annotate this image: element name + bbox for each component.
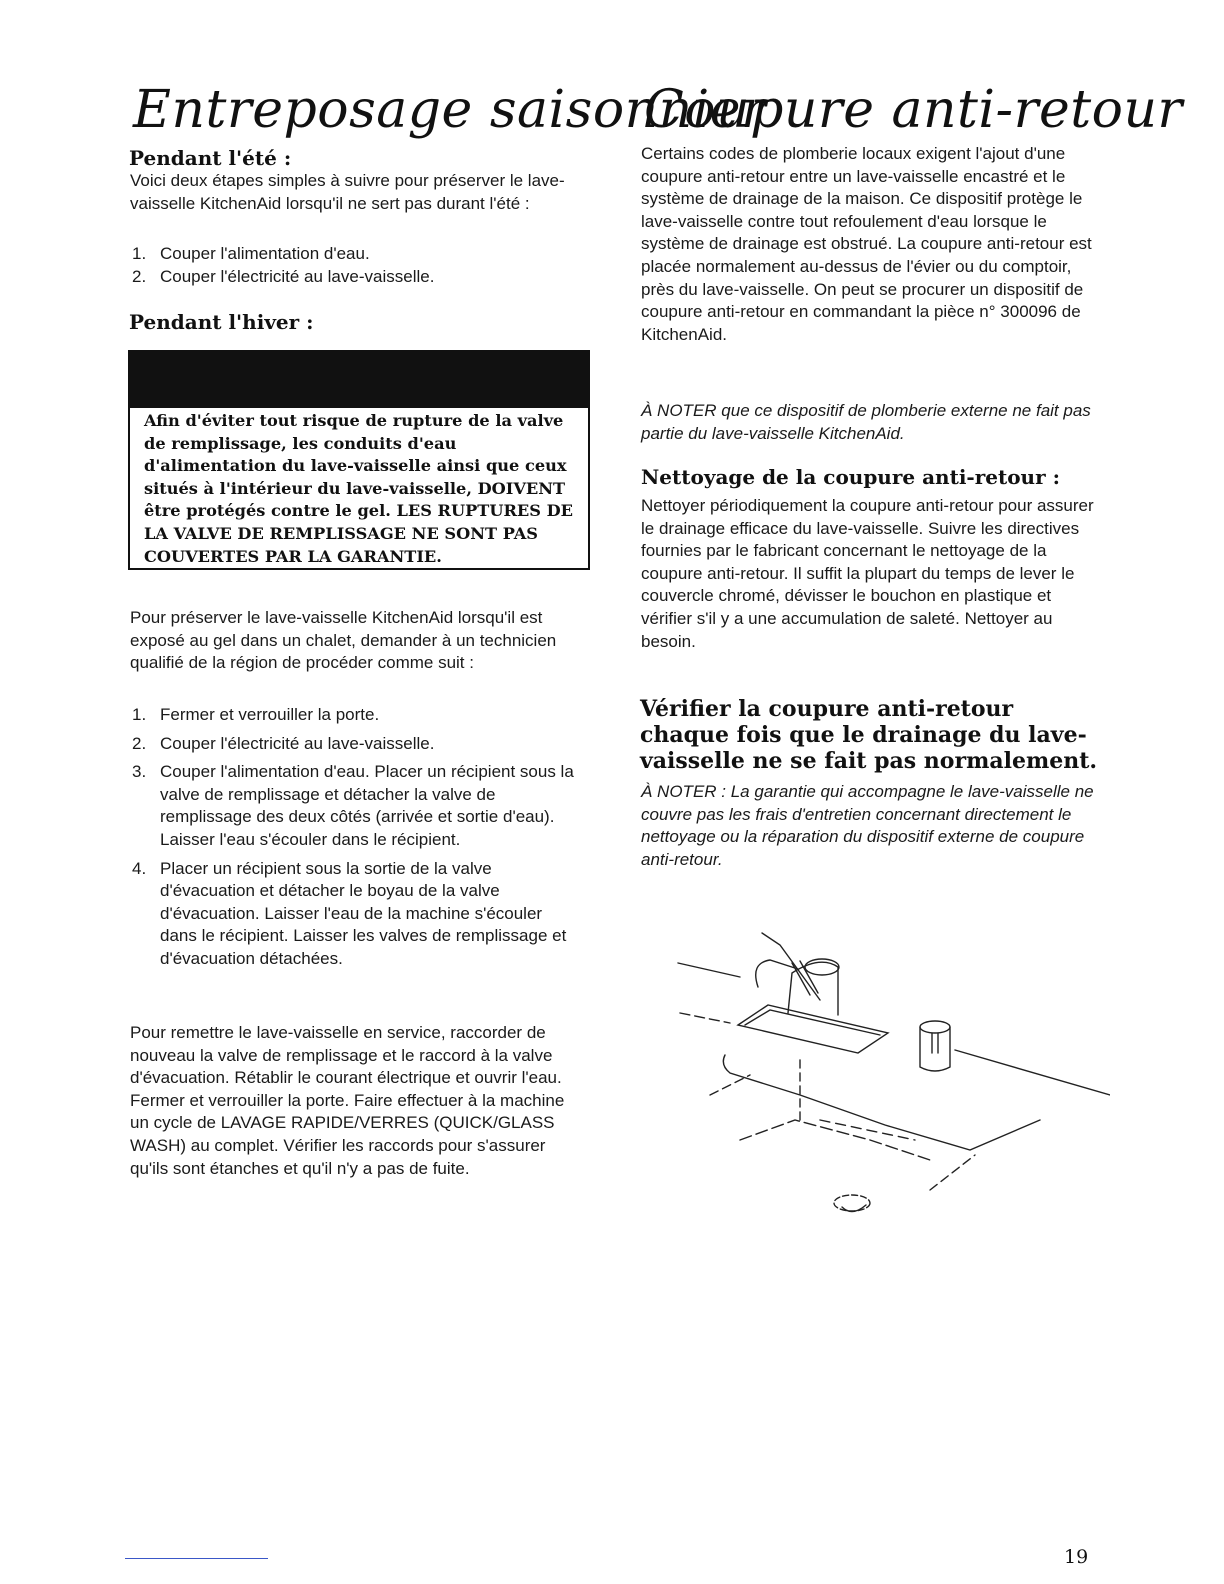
air-gap-cap: [920, 1021, 950, 1033]
list-item: 1. Couper l'alimentation d'eau.: [132, 244, 370, 263]
cleaning-paragraph: Nettoyer périodiquement la coupure anti-retour pour assurer le drainage efficace du lave-vaisselle. Suivre les directives fournies par le fabricant concernant le nettoyage de la coupure anti-retour. Il suffit la plupart du temps de lever le couvercle chromé, dévisser le bouchon en plastique et vérifier s'il y a une accumulation de saleté. Nettoyer au besoin.: [641, 496, 1094, 651]
warning-box: [128, 350, 590, 570]
counter-edge-line: [680, 1013, 730, 1023]
summer-intro: Voici deux étapes simples à suivre pour préserver le lave-vaisselle KitchenAid lorsqu'il ne sert pas durant l'été :: [130, 171, 565, 213]
footer-rule: [125, 1558, 268, 1559]
faucet-base-plate: [738, 1005, 888, 1053]
check-heading: Vérifier la coupure anti-retour chaque fois que le drainage du lave-vaisselle ne se fait pas normalement.: [640, 696, 1098, 774]
winter-heading: Pendant l'hiver :: [129, 310, 314, 334]
sink-bottom-edge: [740, 1120, 930, 1160]
sink-bottom-edge: [930, 1155, 975, 1190]
warning-text: Afin d'éviter tout risque de rupture de la valve de remplissage, les conduits d'eau d'alimentation du lave-vaisselle ainsi que ceux situés à l'intérieur du lave-vaisselle, DOIVENT être protégés contre le gel. LES RUPTURES DE LA VALVE DE REMPLISSAGE NE SONT PAS COUVERTES PAR LA GARANTIE.: [144, 411, 573, 566]
sink-rim: [723, 1055, 1040, 1150]
page-number: 19: [1064, 1546, 1089, 1568]
cleaning-heading: Nettoyage de la coupure anti-retour :: [641, 465, 1060, 489]
section-title-seasonal-storage: Entreposage saisonnier: [133, 80, 767, 140]
restore-paragraph: Pour remettre le lave-vaisselle en service, raccorder de nouveau la valve de remplissage et le raccord à la valve d'évacuation. Rétablir le courant électrique et ouvrir l'eau. Fermer et verrouiller la porte. Faire effectuer à la machine un cycle de LAVAGE RAPIDE/VERRES (QUICK/GLASS WASH) au complet. Vérifier les raccords pour s'assurer qu'ils sont étanches et qu'il n'y a pas de fuite.: [130, 1023, 565, 1178]
list-item: 3. Couper l'alimentation d'eau. Placer un récipient sous la valve de remplissage et détacher la valve de remplissage des deux côtés (arrivée et sortie d'eau). Laisser l'eau s'écouler dans le récipient.: [132, 762, 574, 849]
summer-heading: Pendant l'été :: [129, 146, 292, 170]
sink-air-gap-illustration: [670, 925, 1110, 1225]
air-gap-intro: Certains codes de plomberie locaux exigent l'ajout d'une coupure anti-retour entre un lave-vaisselle encastré et le système de drainage de la maison. Ce dispositif protège le lave-vaisselle contre tout refoulement d'eau lorsque le système de drainage est obstrué. La coupure anti-retour est placée normalement au-dessus de l'évier ou du comptoir, près du lave-vaisselle. On peut se procurer un dispositif de coupure anti-retour en commandant la pièce n° 300096 de KitchenAid.: [641, 144, 1092, 344]
counter-edge-line: [678, 963, 740, 977]
note-external-device: À NOTER que ce dispositif de plomberie externe ne fait pas partie du lave-vaisselle KitchenAid.: [641, 401, 1091, 443]
winter-intro: Pour préserver le lave-vaisselle KitchenAid lorsqu'il est exposé au gel dans un chalet, demander à un technicien qualifié de la région de procéder comme suit :: [130, 608, 557, 673]
section-title-air-gap: Coupure anti-retour: [644, 80, 1183, 140]
faucet-cap: [805, 959, 839, 975]
sink-drain: [834, 1195, 870, 1211]
summer-steps-list: [130, 243, 592, 288]
counter-edge-line: [955, 1050, 1110, 1095]
warning-header-bar: [130, 352, 588, 408]
note-warranty: À NOTER : La garantie qui accompagne le lave-vaisselle ne couvre pas les frais d'entretien concernant directement le nettoyage ou la réparation du dispositif externe de coupure anti-retour.: [641, 782, 1094, 869]
list-item: 2. Couper l'électricité au lave-vaisselle.: [132, 733, 435, 753]
list-item: 4. Placer un récipient sous la sortie de la valve d'évacuation et détacher le boyau de la valve d'évacuation. Laisser l'eau de la machine s'écouler dans le récipient. Laisser les valves de remplissage et d'évacuation détachées.: [132, 858, 567, 968]
air-gap-slot: [932, 1033, 938, 1053]
list-item: 2. Couper l'électricité au lave-vaisselle.: [132, 266, 435, 286]
list-item: 1. Fermer et verrouiller la porte.: [132, 705, 380, 724]
winter-steps-list: [130, 704, 582, 977]
